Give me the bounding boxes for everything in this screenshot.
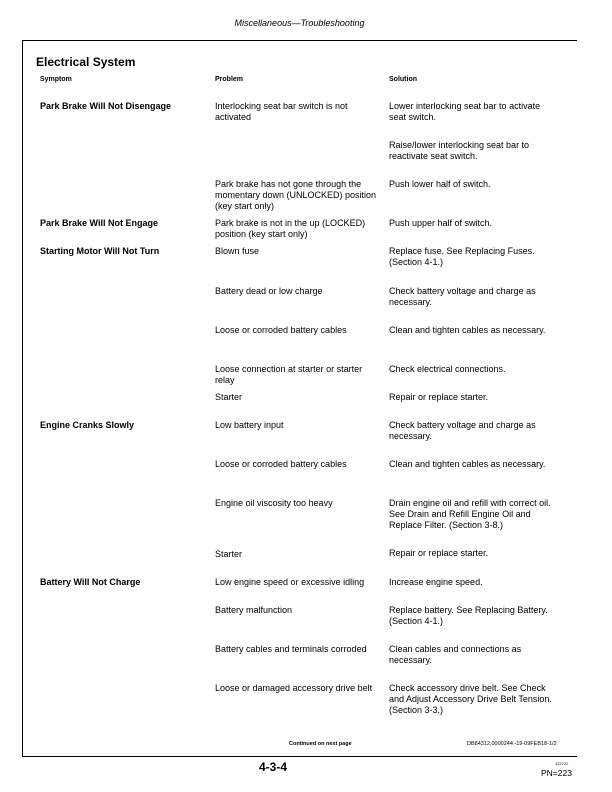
footer-rule — [22, 756, 577, 757]
problem-cell: Battery malfunction — [215, 605, 293, 615]
solution-cell: Replace battery. See Replacing Battery. (Section 4-1.) — [389, 605, 548, 626]
column-header-solution: Solution — [389, 76, 417, 83]
doc-reference: DB84312,0000244 -19-09FEB18-1/2 — [467, 741, 557, 747]
problem-cell: Park brake is not in the up (LOCKED) position (key start only) — [215, 218, 366, 239]
continued-note: Continued on next page — [289, 741, 352, 747]
solution-cell: Replace fuse. See Replacing Fuses. (Section 4-1.) — [389, 246, 535, 267]
problem-cell: Battery cables and terminals corroded — [215, 644, 367, 654]
problem-cell: Battery dead or low charge — [215, 286, 323, 296]
solution-cell: Increase engine speed. — [389, 577, 483, 587]
running-header: Miscellaneous—Troubleshooting — [234, 18, 365, 28]
solution-cell: Check electrical connections. — [389, 364, 506, 374]
section-title: Electrical System — [36, 55, 136, 69]
column-header-problem: Problem — [215, 76, 244, 83]
symptom-cell: Starting Motor Will Not Turn — [40, 246, 160, 256]
problem-cell: Loose or damaged accessory drive belt — [215, 683, 373, 693]
solution-cell: Clean cables and connections as necessary. — [389, 644, 522, 665]
problem-cell: Starter — [215, 392, 243, 402]
solution-cell: Drain engine oil and refill with correct oil. See Drain and Refill Engine Oil and Replace Filter. (Section 3-8.) — [389, 498, 551, 530]
column-header-symptom: Symptom — [40, 76, 72, 83]
solution-cell: Check battery voltage and charge as necessary. — [389, 420, 536, 441]
problem-cell: Blown fuse — [215, 246, 260, 256]
problem-cell: Park brake has not gone through the momentary down (UNLOCKED) position (key start only) — [215, 179, 377, 211]
problem-cell: Low battery input — [215, 420, 284, 430]
problem-cell: Engine oil viscosity too heavy — [215, 498, 333, 508]
solution-cell: Repair or replace starter. — [389, 548, 489, 558]
problem-cell: Loose or corroded battery cables — [215, 325, 347, 335]
symptom-cell: Engine Cranks Slowly — [40, 420, 135, 430]
solution-cell: Raise/lower interlocking seat bar to reactivate seat switch. — [389, 140, 530, 161]
page-number: 4-3-4 — [259, 760, 288, 774]
problem-cell: Interlocking seat bar switch is not activated — [215, 101, 348, 122]
solution-cell: Clean and tighten cables as necessary. — [389, 459, 546, 469]
solution-cell: Clean and tighten cables as necessary. — [389, 325, 546, 335]
solution-cell: Lower interlocking seat bar to activate seat switch. — [389, 101, 541, 122]
symptom-cell: Park Brake Will Not Engage — [40, 218, 158, 228]
solution-cell: Repair or replace starter. — [389, 392, 489, 402]
problem-cell: Loose or corroded battery cables — [215, 459, 347, 469]
part-number: PN=223 — [541, 768, 572, 778]
solution-cell: Push upper half of switch. — [389, 218, 493, 228]
problem-cell: Low engine speed or excessive idling — [215, 577, 365, 587]
symptom-cell: Park Brake Will Not Disengage — [40, 101, 171, 111]
solution-cell: Check battery voltage and charge as necessary. — [389, 286, 536, 307]
solution-cell: Push lower half of switch. — [389, 179, 491, 189]
footer-code: 122722 — [555, 761, 569, 766]
problem-cell: Starter — [215, 549, 243, 559]
solution-cell: Check accessory drive belt. See Check and Adjust Accessory Drive Belt Tension. (Section 3-3.) — [389, 683, 552, 715]
symptom-cell: Battery Will Not Charge — [40, 577, 141, 587]
problem-cell: Loose connection at starter or starter relay — [215, 364, 363, 385]
